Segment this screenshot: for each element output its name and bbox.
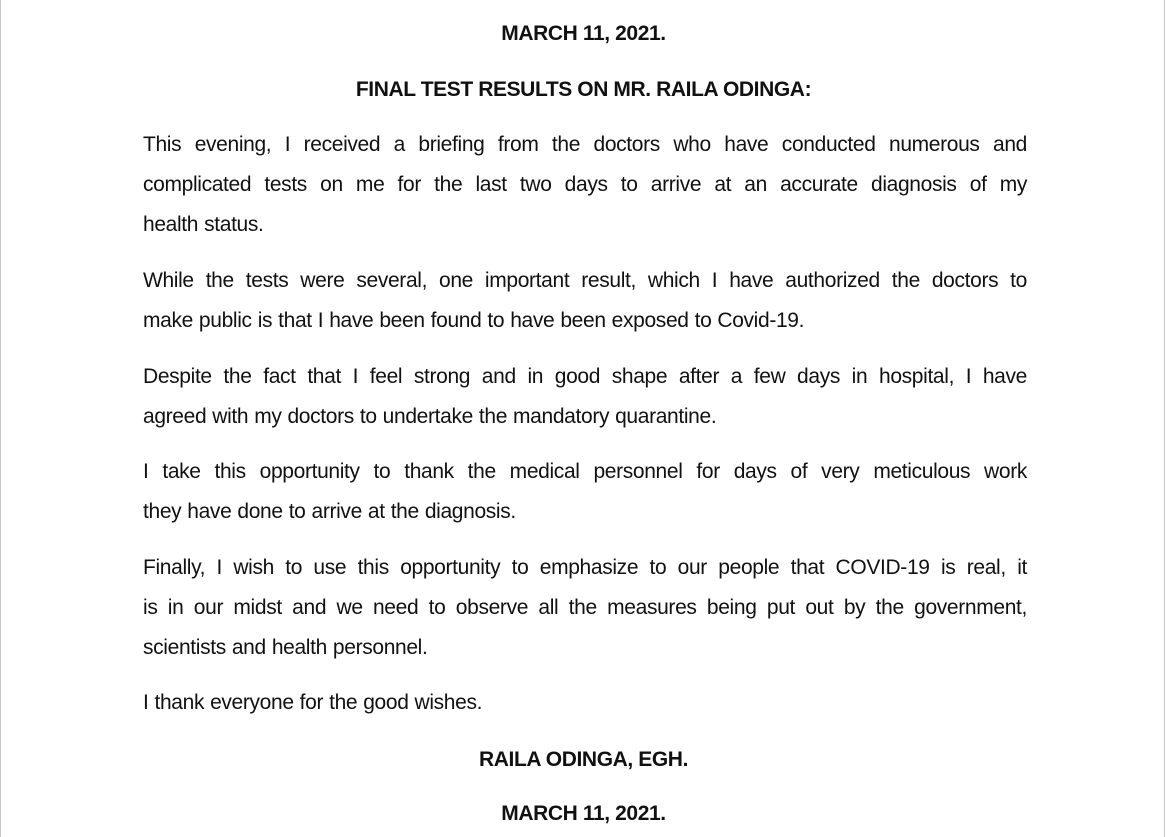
heading: FINAL TEST RESULTS ON MR. RAILA ODINGA: — [355, 78, 812, 101]
paragraph-line: I take this opportunity to thank the medical personnel for days of very meticulous work — [143, 460, 1027, 483]
signature: RAILA ODINGA, EGH. — [478, 748, 689, 771]
paragraph-line: Despite the fact that I feel strong and in good shape after a few days in hospital, I have — [143, 365, 1027, 388]
paragraph-line: agreed with my doctors to undertake the mandatory quarantine. — [143, 405, 717, 428]
paragraph-line: complicated tests on me for the last two days to arrive at an accurate diagnosis of my — [143, 173, 1027, 196]
paragraph-1 — [143, 125, 1027, 245]
paragraph-line: While the tests were several, one important result, which I have authorized the doctors to — [143, 269, 1027, 292]
paragraph-line: I thank everyone for the good wishes. — [143, 691, 483, 714]
paragraph-5 — [143, 548, 1027, 668]
paragraph-6 — [143, 683, 1027, 723]
date-top: MARCH 11, 2021. — [501, 22, 666, 45]
paragraph-4 — [143, 452, 1027, 532]
paragraph-line: Finally, I wish to use this opportunity to emphasize to our people that COVID-19 is real, it — [143, 556, 1027, 579]
paragraph-line: This evening, I received a briefing from the doctors who have conducted numerous and — [143, 133, 1027, 156]
paragraph-line: is in our midst and we need to observe all the measures being put out by the government, — [143, 596, 1027, 619]
paragraph-line: health status. — [143, 213, 264, 236]
paragraph-3 — [143, 357, 1027, 437]
paragraph-2 — [143, 261, 1027, 341]
date-bottom: MARCH 11, 2021. — [501, 802, 666, 825]
paragraph-line: make public is that I have been found to have been exposed to Covid-19. — [143, 309, 805, 332]
paragraph-line: they have done to arrive at the diagnosis. — [143, 500, 516, 523]
paragraph-line: scientists and health personnel. — [143, 636, 428, 659]
